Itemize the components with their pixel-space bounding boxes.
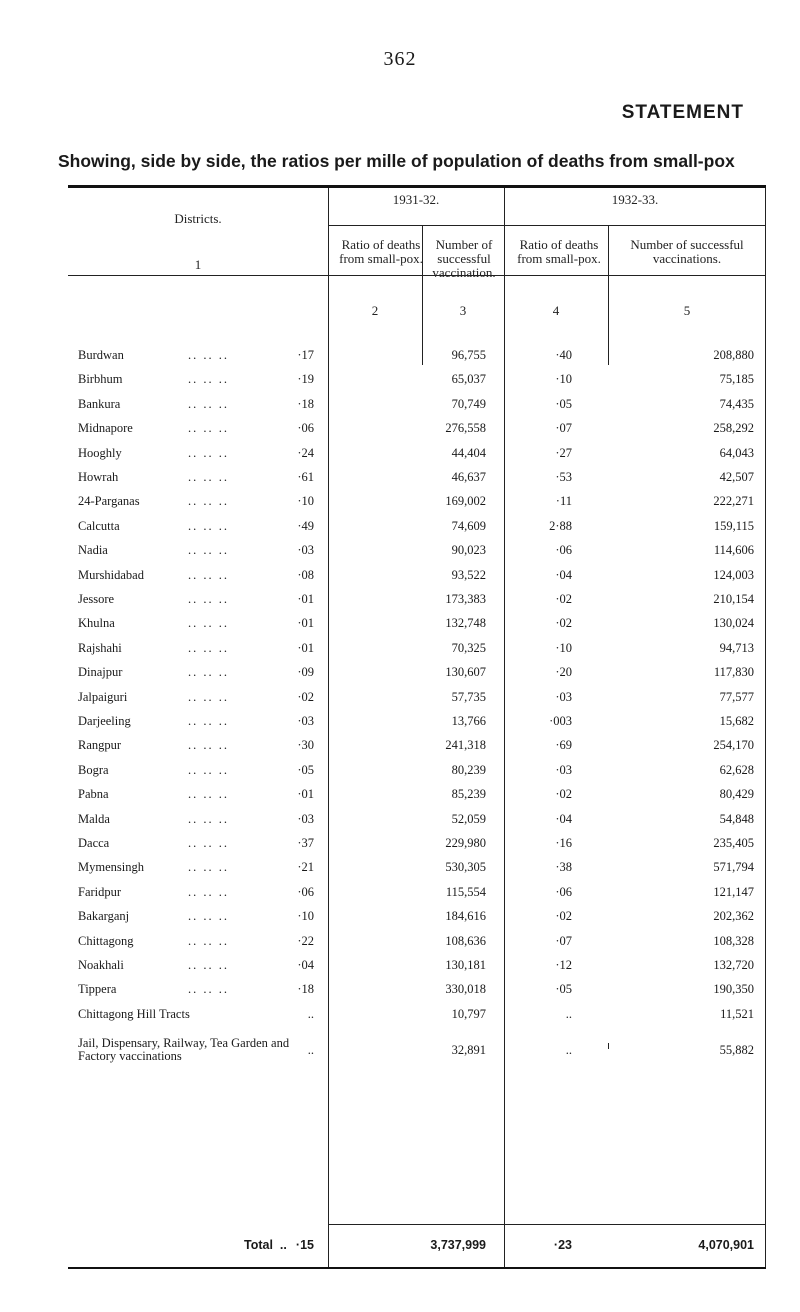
ratio-1932: ·05 bbox=[555, 982, 572, 997]
leader-dots: .. .. .. bbox=[188, 787, 229, 802]
ratio-1932: .. bbox=[565, 1006, 572, 1021]
district-name: Mymensingh bbox=[78, 860, 144, 875]
table-row bbox=[68, 1035, 766, 1067]
leader-dots: .. .. .. bbox=[188, 640, 229, 655]
district-name: Noakhali bbox=[78, 958, 124, 972]
ratio-1931: ·01 bbox=[297, 616, 314, 631]
leader-dots: .. .. .. bbox=[188, 836, 229, 850]
col-number-1: 1 bbox=[194, 257, 202, 272]
leader-dots: .. .. .. bbox=[188, 616, 229, 631]
ratio-1932: ·12 bbox=[555, 958, 572, 972]
district-name: Jessore bbox=[78, 592, 115, 606]
total-vaccinations-1932: 4,070,901 bbox=[698, 1238, 754, 1252]
ratio-1932: ·16 bbox=[555, 836, 572, 850]
ratio-1932: ·03 bbox=[555, 762, 572, 777]
vaccinations-1932: 114,606 bbox=[713, 543, 754, 558]
col-number-3: 3 bbox=[459, 303, 467, 318]
ratio-1932: ·10 bbox=[555, 640, 572, 655]
number-header-1932: Number of successful vaccinations. bbox=[630, 237, 744, 266]
district-name: Jail, Dispensary, Railway, Tea Garden and Factory vaccinations bbox=[78, 1035, 290, 1063]
ratio-1931: ·09 bbox=[297, 665, 314, 680]
vaccinations-1931: 530,305 bbox=[445, 860, 486, 875]
table-row bbox=[68, 958, 766, 982]
ratio-1932: ·10 bbox=[555, 372, 572, 387]
ratio-1931: .. bbox=[307, 1042, 314, 1057]
vaccinations-1932: 202,362 bbox=[713, 909, 754, 924]
leader-dots: .. .. .. bbox=[188, 811, 229, 826]
ratio-1931: ·06 bbox=[297, 884, 314, 899]
ratio-1931: ·30 bbox=[297, 738, 314, 753]
district-name: Malda bbox=[78, 811, 110, 826]
ratio-1932: ·06 bbox=[555, 543, 572, 558]
leader-dots: .. .. .. bbox=[188, 421, 229, 436]
district-name: Darjeeling bbox=[78, 714, 131, 728]
vaccinations-1932: 254,170 bbox=[713, 738, 754, 753]
vaccinations-1932: 258,292 bbox=[713, 421, 754, 436]
ratio-1932: ·03 bbox=[555, 689, 572, 704]
ratio-1932: ·04 bbox=[555, 811, 572, 826]
ratio-1932: ·07 bbox=[555, 933, 572, 948]
table-row bbox=[68, 812, 766, 836]
district-name: Midnapore bbox=[78, 421, 133, 436]
ratio-1931: ·17 bbox=[297, 348, 314, 362]
table-row bbox=[68, 860, 766, 884]
district-name: Bankura bbox=[78, 396, 121, 411]
leader-dots: .. .. .. bbox=[188, 470, 229, 484]
district-name: Tippera bbox=[78, 982, 117, 997]
ratio-1931: ·22 bbox=[297, 933, 314, 948]
leader-dots: .. .. .. bbox=[188, 396, 229, 411]
ratio-1932: ·69 bbox=[555, 738, 572, 753]
district-name: Howrah bbox=[78, 470, 119, 484]
vaccinations-1932: 208,880 bbox=[713, 348, 754, 362]
vaccinations-1932: 74,435 bbox=[719, 396, 754, 411]
statistics-table bbox=[68, 188, 766, 1268]
table-row bbox=[68, 885, 766, 909]
ratio-1932: ·38 bbox=[555, 860, 572, 875]
leader-dots: .. .. .. bbox=[188, 445, 229, 460]
vaccinations-1931: 80,239 bbox=[451, 762, 486, 777]
leader-dots: .. .. .. bbox=[188, 762, 229, 777]
ratio-1932: 2·88 bbox=[549, 518, 572, 533]
vaccinations-1931: 130,181 bbox=[445, 958, 486, 972]
total-ratio-1932: ·23 bbox=[553, 1238, 572, 1252]
table-row bbox=[68, 446, 766, 470]
ratio-1932: ·02 bbox=[555, 909, 572, 924]
vaccinations-1932: 222,271 bbox=[713, 494, 754, 509]
district-name: Chittagong bbox=[78, 933, 134, 948]
vaccinations-1932: 235,405 bbox=[713, 836, 754, 850]
ratio-1932: ·11 bbox=[555, 494, 572, 509]
vaccinations-1931: 184,616 bbox=[445, 909, 486, 924]
vaccinations-1932: 15,682 bbox=[719, 714, 754, 728]
district-name: Khulna bbox=[78, 616, 115, 631]
ratio-1932: ·02 bbox=[555, 592, 572, 606]
ratio-header-1932: Ratio of deaths from small-pox. bbox=[517, 237, 601, 266]
table-row bbox=[68, 714, 766, 738]
table-row bbox=[68, 397, 766, 421]
ratio-1931: ·03 bbox=[297, 714, 314, 728]
vaccinations-1931: 229,980 bbox=[445, 836, 486, 850]
vaccinations-1931: 44,404 bbox=[451, 445, 486, 460]
vaccinations-1932: 130,024 bbox=[713, 616, 754, 631]
district-name: Hooghly bbox=[78, 445, 122, 460]
total-rule bbox=[328, 1224, 766, 1225]
vaccinations-1932: 77,577 bbox=[719, 689, 754, 704]
vaccinations-1931: 241,318 bbox=[445, 738, 486, 753]
table-row bbox=[68, 738, 766, 762]
leader-dots: .. .. .. bbox=[188, 494, 229, 509]
header-bottom-rule bbox=[68, 275, 766, 276]
table-row bbox=[68, 616, 766, 640]
ratio-1931: ·49 bbox=[297, 518, 314, 533]
vaccinations-1931: 10,797 bbox=[451, 1006, 486, 1021]
leader-dots: .. .. .. bbox=[188, 738, 229, 753]
district-name: Bakarganj bbox=[78, 909, 130, 924]
ratio-1931: ·06 bbox=[297, 421, 314, 436]
column-divider bbox=[608, 225, 609, 365]
district-name: Nadia bbox=[78, 543, 108, 558]
leader-dots: .. .. .. bbox=[188, 543, 229, 558]
table-row bbox=[68, 909, 766, 933]
ratio-1931: ·19 bbox=[297, 372, 314, 387]
leader-dots: .. .. .. bbox=[188, 933, 229, 948]
year-header-rule bbox=[328, 225, 766, 226]
table-row bbox=[68, 934, 766, 958]
col-number-4: 4 bbox=[552, 303, 560, 318]
vaccinations-1931: 96,755 bbox=[451, 348, 486, 362]
table-row bbox=[68, 519, 766, 543]
vaccinations-1931: 132,748 bbox=[445, 616, 486, 631]
ratio-1931: ·08 bbox=[297, 567, 314, 582]
vaccinations-1932: 108,328 bbox=[713, 933, 754, 948]
vaccinations-1932: 571,794 bbox=[713, 860, 754, 875]
leader-dots: .. .. .. bbox=[188, 982, 229, 997]
leader-dots: .. .. .. bbox=[188, 372, 229, 387]
vaccinations-1932: 54,848 bbox=[719, 811, 754, 826]
vaccinations-1931: 70,749 bbox=[451, 396, 486, 411]
vaccinations-1932: 75,185 bbox=[719, 372, 754, 387]
vaccinations-1932: 64,043 bbox=[719, 445, 754, 460]
vaccinations-1931: 169,002 bbox=[445, 494, 486, 509]
vaccinations-1931: 115,554 bbox=[445, 884, 486, 899]
district-name: Rangpur bbox=[78, 738, 122, 753]
table-row bbox=[68, 982, 766, 1006]
number-header-1931: Number of successful vaccination. bbox=[432, 237, 496, 280]
year-1932-33: 1932-33. bbox=[611, 192, 659, 207]
leader-dots: .. .. .. bbox=[188, 348, 229, 362]
table-row bbox=[68, 348, 766, 372]
leader-dots: .. .. .. bbox=[188, 592, 229, 606]
table-row bbox=[68, 836, 766, 860]
vaccinations-1932: 124,003 bbox=[713, 567, 754, 582]
ratio-1932: ·53 bbox=[555, 470, 572, 484]
ratio-1931: ·24 bbox=[297, 445, 314, 460]
district-name: Calcutta bbox=[78, 518, 120, 533]
ratio-1931: ·61 bbox=[297, 470, 314, 484]
leader-dots: .. .. .. bbox=[188, 860, 229, 875]
vaccinations-1931: 276,558 bbox=[445, 421, 486, 436]
table-row bbox=[68, 1007, 766, 1031]
ratio-1931: .. bbox=[307, 1006, 314, 1021]
vaccinations-1931: 32,891 bbox=[451, 1042, 486, 1057]
district-name: Rajshahi bbox=[78, 640, 122, 655]
ratio-1931: ·10 bbox=[297, 494, 314, 509]
vaccinations-1931: 93,522 bbox=[451, 567, 486, 582]
vaccinations-1931: 130,607 bbox=[445, 665, 486, 680]
district-name: Chittagong Hill Tracts bbox=[78, 1006, 190, 1021]
ratio-1932: ·02 bbox=[555, 787, 572, 802]
total-ratio-1931: ·15 bbox=[295, 1238, 314, 1252]
ratio-1932: ·20 bbox=[555, 665, 572, 680]
vaccinations-1932: 11,521 bbox=[720, 1006, 754, 1021]
page-number: 362 bbox=[383, 48, 417, 70]
year-1931-32: 1931-32. bbox=[392, 192, 440, 207]
ratio-1932: ·003 bbox=[549, 714, 572, 728]
statement-heading: STATEMENT bbox=[621, 102, 744, 123]
vaccinations-1931: 13,766 bbox=[451, 714, 486, 728]
district-name: Pabna bbox=[78, 787, 109, 802]
table-row bbox=[68, 421, 766, 445]
ratio-header-1931: Ratio of deaths from small-pox. bbox=[339, 237, 423, 266]
table-row bbox=[68, 568, 766, 592]
table-row bbox=[68, 641, 766, 665]
vaccinations-1932: 210,154 bbox=[713, 592, 754, 606]
table-row bbox=[68, 470, 766, 494]
ratio-1932: ·04 bbox=[555, 567, 572, 582]
vaccinations-1931: 52,059 bbox=[451, 811, 486, 826]
leader-dots: .. .. .. bbox=[188, 665, 229, 680]
ratio-1931: ·05 bbox=[297, 762, 314, 777]
districts-header: Districts. bbox=[174, 211, 222, 226]
vaccinations-1931: 85,239 bbox=[451, 787, 486, 802]
ratio-1932: ·07 bbox=[555, 421, 572, 436]
table-row bbox=[68, 763, 766, 787]
vaccinations-1932: 80,429 bbox=[719, 787, 754, 802]
vaccinations-1931: 46,637 bbox=[451, 470, 486, 484]
col-number-5: 5 bbox=[683, 303, 691, 318]
leader-dots: .. .. .. bbox=[188, 909, 229, 924]
ratio-1931: ·01 bbox=[297, 640, 314, 655]
district-name: 24-Parganas bbox=[78, 494, 140, 509]
leader-dots: .. .. .. bbox=[188, 714, 229, 728]
ratio-1932: ·02 bbox=[555, 616, 572, 631]
vaccinations-1932: 132,720 bbox=[713, 958, 754, 972]
ratio-1932: .. bbox=[565, 1042, 572, 1057]
district-name: Dacca bbox=[78, 836, 110, 850]
district-name: Faridpur bbox=[78, 884, 122, 899]
table-row bbox=[68, 592, 766, 616]
leader-dots: .. .. .. bbox=[188, 958, 229, 972]
vaccinations-1931: 74,609 bbox=[451, 518, 486, 533]
vaccinations-1932: 117,830 bbox=[713, 665, 754, 680]
district-name: Murshidabad bbox=[78, 567, 144, 582]
table-row bbox=[68, 494, 766, 518]
ratio-1931: ·21 bbox=[297, 860, 314, 875]
vaccinations-1932: 42,507 bbox=[719, 470, 754, 484]
ratio-1931: ·01 bbox=[297, 787, 314, 802]
leader-dots: .. .. .. bbox=[188, 518, 229, 533]
vaccinations-1931: 90,023 bbox=[451, 543, 486, 558]
district-name: Dinajpur bbox=[78, 665, 123, 680]
bottom-rule bbox=[68, 1267, 766, 1269]
ratio-1931: ·04 bbox=[297, 958, 314, 972]
table-row bbox=[68, 543, 766, 567]
table-row bbox=[68, 690, 766, 714]
leader-dots: .. .. .. bbox=[188, 567, 229, 582]
vaccinations-1932: 94,713 bbox=[719, 640, 754, 655]
col-number-2: 2 bbox=[371, 303, 379, 318]
vaccinations-1931: 57,735 bbox=[451, 689, 486, 704]
total-label: Total .. bbox=[244, 1238, 287, 1252]
table-row bbox=[68, 372, 766, 396]
ratio-1931: ·02 bbox=[297, 689, 314, 704]
leader-dots: .. .. .. bbox=[188, 884, 229, 899]
ratio-1932: ·40 bbox=[555, 348, 572, 362]
district-name: Bogra bbox=[78, 762, 109, 777]
vaccinations-1931: 108,636 bbox=[445, 933, 486, 948]
vaccinations-1931: 330,018 bbox=[445, 982, 486, 997]
ratio-1931: ·18 bbox=[297, 982, 314, 997]
ratio-1931: ·03 bbox=[297, 811, 314, 826]
ratio-1931: ·01 bbox=[297, 592, 314, 606]
vaccinations-1932: 62,628 bbox=[719, 762, 754, 777]
vaccinations-1931: 70,325 bbox=[451, 640, 486, 655]
ratio-1931: ·37 bbox=[297, 836, 314, 850]
total-row bbox=[68, 1238, 766, 1262]
ratio-1932: ·06 bbox=[555, 884, 572, 899]
vaccinations-1932: 159,115 bbox=[713, 518, 754, 533]
ratio-1932: ·27 bbox=[555, 445, 572, 460]
table-row bbox=[68, 665, 766, 689]
district-name: Birbhum bbox=[78, 372, 123, 387]
statement-subtitle: Showing, side by side, the ratios per mille of population of deaths from small-pox bbox=[58, 151, 735, 171]
table-row bbox=[68, 787, 766, 811]
ratio-1931: ·18 bbox=[297, 396, 314, 411]
total-vaccinations-1931: 3,737,999 bbox=[430, 1238, 486, 1252]
vaccinations-1932: 121,147 bbox=[713, 884, 754, 899]
ratio-1931: ·10 bbox=[297, 909, 314, 924]
leader-dots: .. .. .. bbox=[188, 689, 229, 704]
vaccinations-1931: 65,037 bbox=[451, 372, 486, 387]
vaccinations-1932: 190,350 bbox=[713, 982, 754, 997]
vaccinations-1932: 55,882 bbox=[719, 1042, 754, 1057]
district-name: Jalpaiguri bbox=[78, 689, 128, 704]
vaccinations-1931: 173,383 bbox=[445, 592, 486, 606]
ratio-1932: ·05 bbox=[555, 396, 572, 411]
ratio-1931: ·03 bbox=[297, 543, 314, 558]
district-name: Burdwan bbox=[78, 348, 124, 362]
